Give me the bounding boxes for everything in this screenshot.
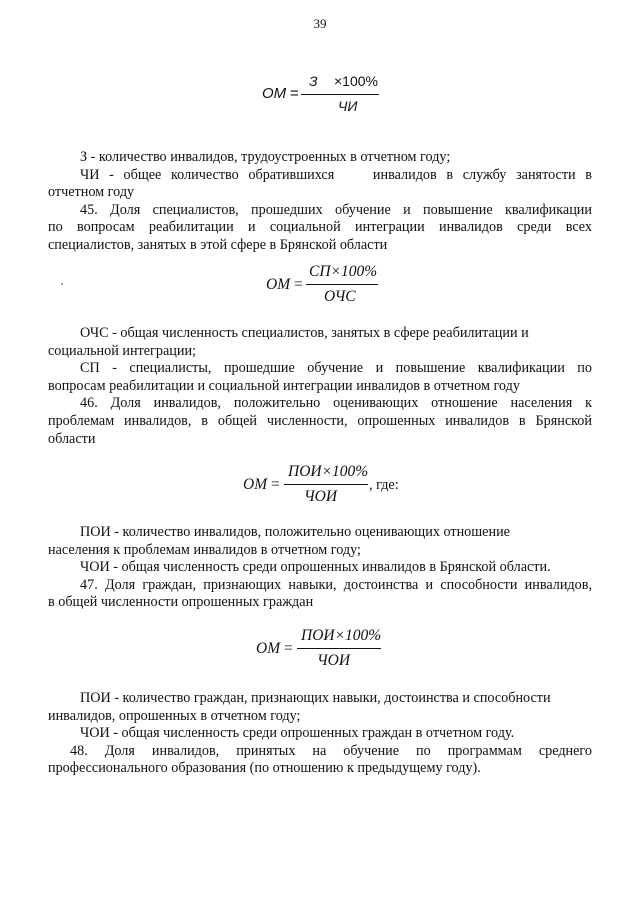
- text-line: специалистов, занятых в этой сфере в Брянской области: [48, 236, 388, 253]
- text-line: 46. Доля инвалидов, положительно оценивающих отношение населения к: [80, 395, 592, 412]
- text-line: З - количество инвалидов, трудоустроенных в отчетном году;: [80, 149, 451, 165]
- formula-3-eq: =: [271, 476, 280, 493]
- text-line: социальной интеграции;: [48, 342, 196, 359]
- text-line: ПОИ - количество инвалидов, положительно оценивающих отношение: [80, 524, 510, 540]
- text-line: вопросам реабилитации и социальной интеграции инвалидов в отчетном году: [48, 377, 520, 394]
- formula-4-eq: =: [284, 640, 293, 657]
- text-line: области: [48, 430, 96, 447]
- formula-3-denominator: ЧОИ: [304, 488, 338, 505]
- text-line: проблемам инвалидов, в общей численности, опрошенных инвалидов в Брянской: [48, 412, 592, 429]
- text-block-3: [48, 524, 592, 612]
- text-block-2: [48, 325, 592, 448]
- formula-1-denominator: ЧИ: [338, 98, 358, 114]
- text-block-4: [48, 690, 592, 778]
- text-line: населения к проблемам инвалидов в отчетном году;: [48, 541, 361, 558]
- formula-1-fraction-bar: [301, 94, 379, 95]
- formula-4-numerator: ПОИ×100%: [301, 627, 382, 644]
- text-line: 47. Доля граждан, признающих навыки, достоинства и способности инвалидов,: [80, 576, 592, 593]
- text-line: ПОИ - количество граждан, признающих навыки, достоинства и способности: [80, 690, 551, 706]
- formula-2-denominator: ОЧС: [324, 288, 356, 305]
- formula-4-fraction-bar: [297, 648, 381, 649]
- formula-1-numerator-b: ×100%: [334, 73, 378, 89]
- text-line: ЧИ - общее количество обратившихся инвалидов в службу занятости в: [80, 166, 592, 183]
- text-line: по вопросам реабилитации и социальной интеграции инвалидов среди всех: [48, 219, 592, 236]
- text-block-1: [48, 149, 592, 255]
- formula-2-lhs: ОМ: [266, 276, 291, 293]
- formula-4-denominator: ЧОИ: [317, 652, 351, 669]
- text-line: ЧОИ - общая численность среди опрошенных инвалидов в Брянской области.: [80, 559, 551, 576]
- text-line: СП - специалисты, прошедшие обучение и повышение квалификации по: [80, 360, 592, 377]
- text-line: профессионального образования (по отношению к предыдущему году).: [48, 760, 481, 777]
- text-line: в общей численности опрошенных граждан: [48, 594, 314, 611]
- formula-3-lhs: ОМ: [243, 476, 268, 493]
- formula-2-eq: =: [294, 276, 303, 293]
- formula-1-numerator-a: З: [309, 73, 318, 89]
- formula-3-fraction-bar: [284, 484, 368, 485]
- text-line: ОЧС - общая численность специалистов, занятых в сфере реабилитации и: [80, 325, 529, 341]
- formula-4-lhs: ОМ: [256, 640, 281, 657]
- page-number: 39: [313, 16, 327, 31]
- text-line: 45. Доля специалистов, прошедших обучение и повышение квалификации: [80, 201, 592, 218]
- formula-1-lhs: ОМ: [262, 85, 287, 102]
- text-line: 48. Доля инвалидов, принятых на обучение по программам среднего: [70, 742, 592, 759]
- formula-3-suffix: , где:: [369, 477, 399, 493]
- formula-3-numerator: ПОИ×100%: [288, 463, 369, 480]
- formula-1-eq: =: [290, 85, 299, 102]
- text-line: ЧОИ - общая численность среди опрошенных граждан в отчетном году.: [80, 725, 515, 742]
- formula-2-numerator: СП×100%: [309, 263, 378, 280]
- scan-speck: [61, 283, 63, 285]
- text-line: инвалидов, опрошенных в отчетном году;: [48, 707, 301, 724]
- formula-2-fraction-bar: [306, 284, 378, 285]
- text-line: отчетном году: [48, 184, 135, 201]
